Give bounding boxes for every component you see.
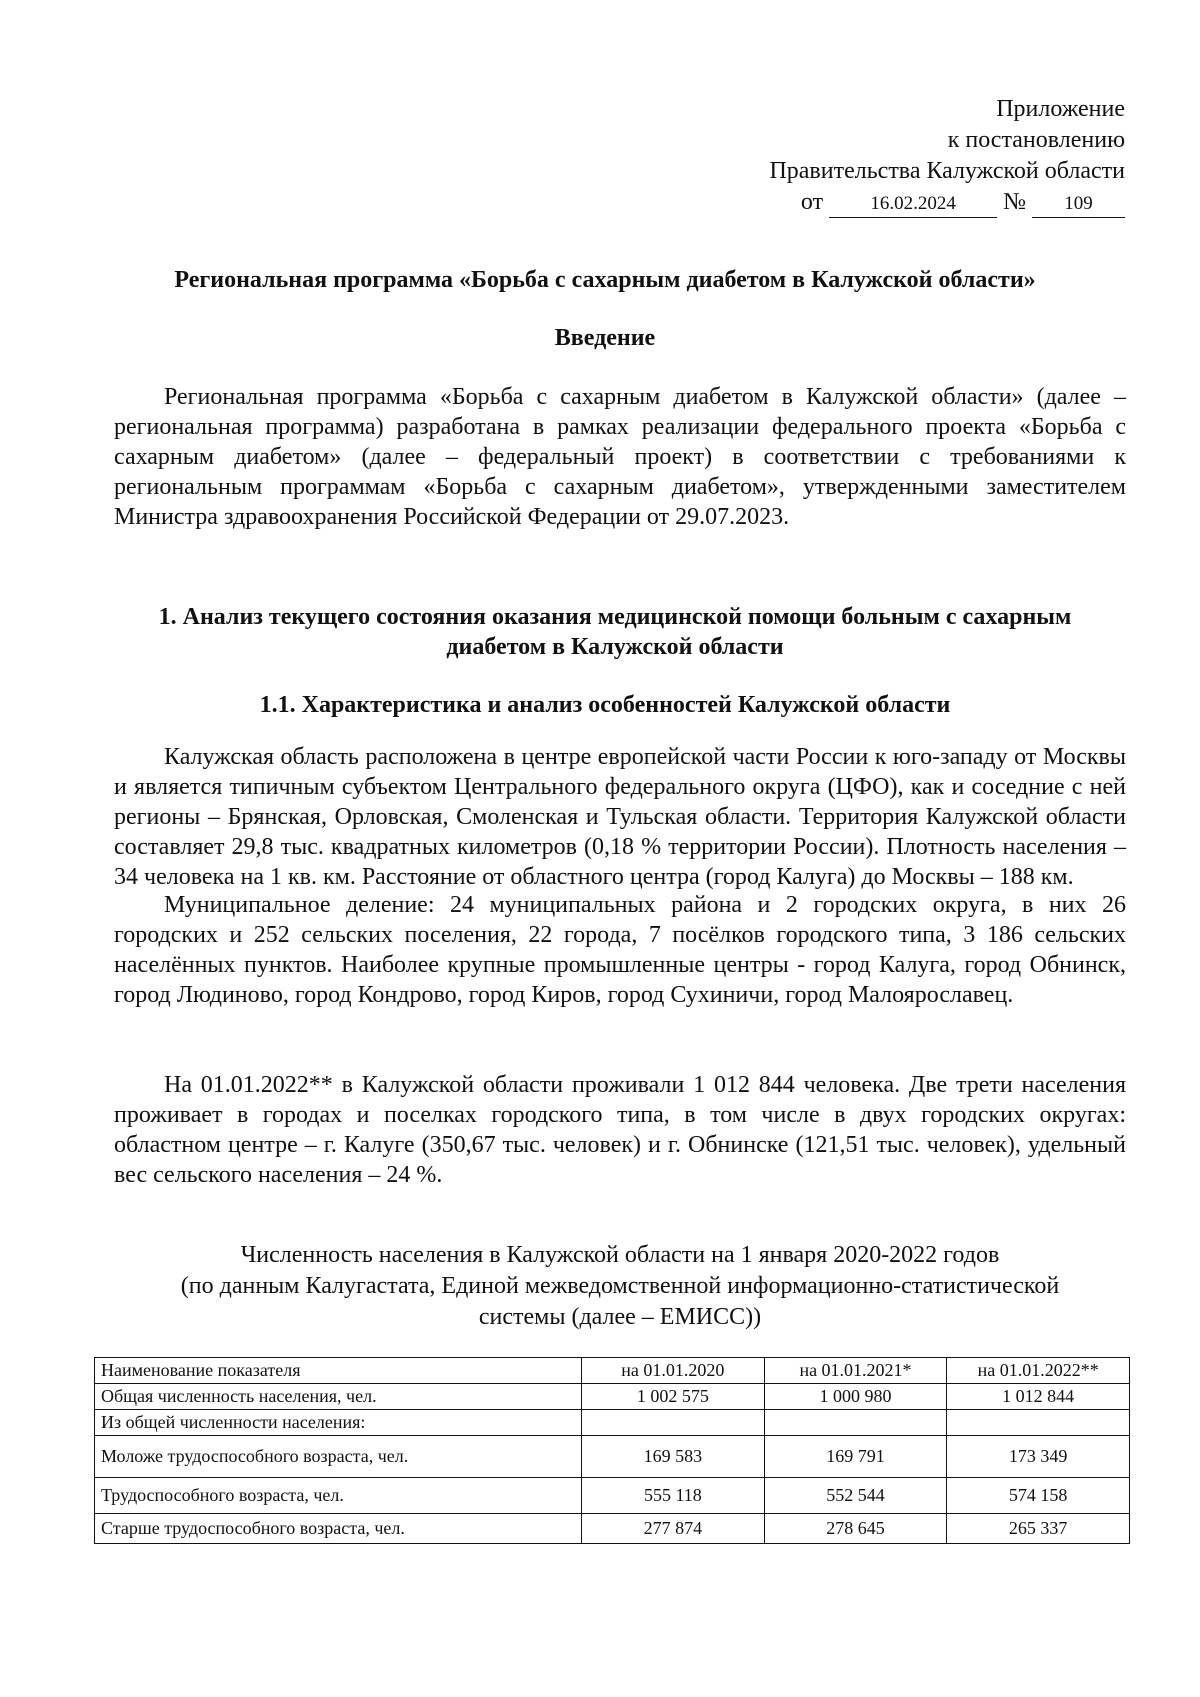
- appendix-government-name: Правительства Калужской области: [769, 158, 1125, 184]
- section-1-heading: [110, 602, 1120, 662]
- cell-value: 552 544: [764, 1478, 947, 1514]
- appendix-resolution-ref: к постановлению: [947, 127, 1125, 153]
- table-row: [95, 1478, 1130, 1514]
- table-caption: [90, 1240, 1150, 1333]
- column-header-2022: на 01.01.2022**: [947, 1358, 1130, 1384]
- cell-value: 1 002 575: [582, 1384, 765, 1410]
- section-1-heading-line2: диабетом в Калужской области: [446, 634, 784, 660]
- municipal-division-paragraph: Муниципальное деление: 24 муниципальных района и 2 городских округа, в них 26 городских и 252 сельских поселения, 22 города, 7 посёлков городского типа, 3 186 сельских населённых пунктов. Наиболее крупные промышленные центры - город Калуга, город Обнинск, город Людиново, город Кондрово, город Киров, город Сухиничи, город Малоярославец.: [114, 892, 1126, 1008]
- cell-value: 278 645: [764, 1514, 947, 1544]
- row-label: Трудоспособного возраста, чел.: [95, 1478, 582, 1514]
- appendix-block: [769, 94, 1125, 218]
- table-caption-line3: системы (далее – ЕМИСС)): [478, 1304, 762, 1330]
- cell-value: [764, 1410, 947, 1436]
- cell-value: 1 000 980: [764, 1384, 947, 1410]
- table-caption-line1: Численность населения в Калужской области на 1 января 2020-2022 годов: [240, 1242, 1000, 1268]
- cell-value: 173 349: [947, 1436, 1130, 1478]
- cell-value: 169 791: [764, 1436, 947, 1478]
- column-header-2021: на 01.01.2021*: [764, 1358, 947, 1384]
- table-caption-line2: (по данным Калугастата, Единой межведомственной информационно-статистической: [180, 1273, 1060, 1299]
- region-location-paragraph: Калужская область расположена в центре европейской части России к юго-западу от Москвы и является типичным субъектом Центрального федерального округа (ЦФО), как и соседние с ней регионы – Брянская, Орловская, Смоленская и Тульская области. Территория Калужской области составляет 29,8 тыс. квадратных километров (0,18 % территории России). Плотность населения – 34 человека на 1 кв. км. Расстояние от областного центра (город Калуга) до Москвы – 188 км.: [114, 744, 1126, 890]
- table-row: [95, 1514, 1130, 1544]
- intro-heading: Введение: [554, 325, 656, 351]
- section-1-heading-line1: 1. Анализ текущего состояния оказания медицинской помощи больным с сахарным: [158, 604, 1072, 630]
- row-label: Старше трудоспособного возраста, чел.: [95, 1514, 582, 1544]
- cell-value: 555 118: [582, 1478, 765, 1514]
- row-label: Общая численность населения, чел.: [95, 1384, 582, 1410]
- cell-value: 574 158: [947, 1478, 1130, 1514]
- program-title: Региональная программа «Борьба с сахарным диабетом в Калужской области»: [174, 267, 1036, 293]
- row-label: Из общей численности населения:: [95, 1410, 582, 1436]
- row-label: Моложе трудоспособного возраста, чел.: [95, 1436, 582, 1478]
- number-label: №: [1003, 189, 1026, 215]
- column-header-indicator: Наименование показателя: [95, 1358, 582, 1384]
- table-row: [95, 1436, 1130, 1478]
- column-header-2020: на 01.01.2020: [582, 1358, 765, 1384]
- table-row: [95, 1384, 1130, 1410]
- cell-value: 1 012 844: [947, 1384, 1130, 1410]
- table-row: [95, 1410, 1130, 1436]
- cell-value: [947, 1410, 1130, 1436]
- resolution-number: 109: [1032, 191, 1125, 218]
- section-1-1-heading: 1.1. Характеристика и анализ особенностей Калужской области: [259, 692, 951, 718]
- intro-paragraph: Региональная программа «Борьба с сахарным диабетом в Калужской области» (далее – региональная программа) разработана в рамках реализации федерального проекта «Борьба с сахарным диабетом» (далее – федеральный проект) в соответствии с требованиями к региональным программам «Борьба с сахарным диабетом», утвержденными заместителем Министра здравоохранения Российской Федерации от 29.07.2023.: [114, 384, 1126, 530]
- table-header-row: [95, 1358, 1130, 1384]
- resolution-date: 16.02.2024: [829, 191, 997, 218]
- population-paragraph: На 01.01.2022** в Калужской области проживали 1 012 844 человека. Две трети населения проживает в городах и поселках городского типа, в том числе в двух городских округах: областном центре – г. Калуге (350,67 тыс. человек) и г. Обнинске (121,51 тыс. человек), удельный вес сельского населения – 24 %.: [114, 1072, 1126, 1188]
- cell-value: 169 583: [582, 1436, 765, 1478]
- cell-value: 265 337: [947, 1514, 1130, 1544]
- appendix-label: Приложение: [996, 96, 1125, 122]
- appendix-date-number-line: [769, 187, 1125, 218]
- from-label: от: [800, 189, 824, 215]
- cell-value: [582, 1410, 765, 1436]
- population-table: [94, 1357, 1130, 1544]
- cell-value: 277 874: [582, 1514, 765, 1544]
